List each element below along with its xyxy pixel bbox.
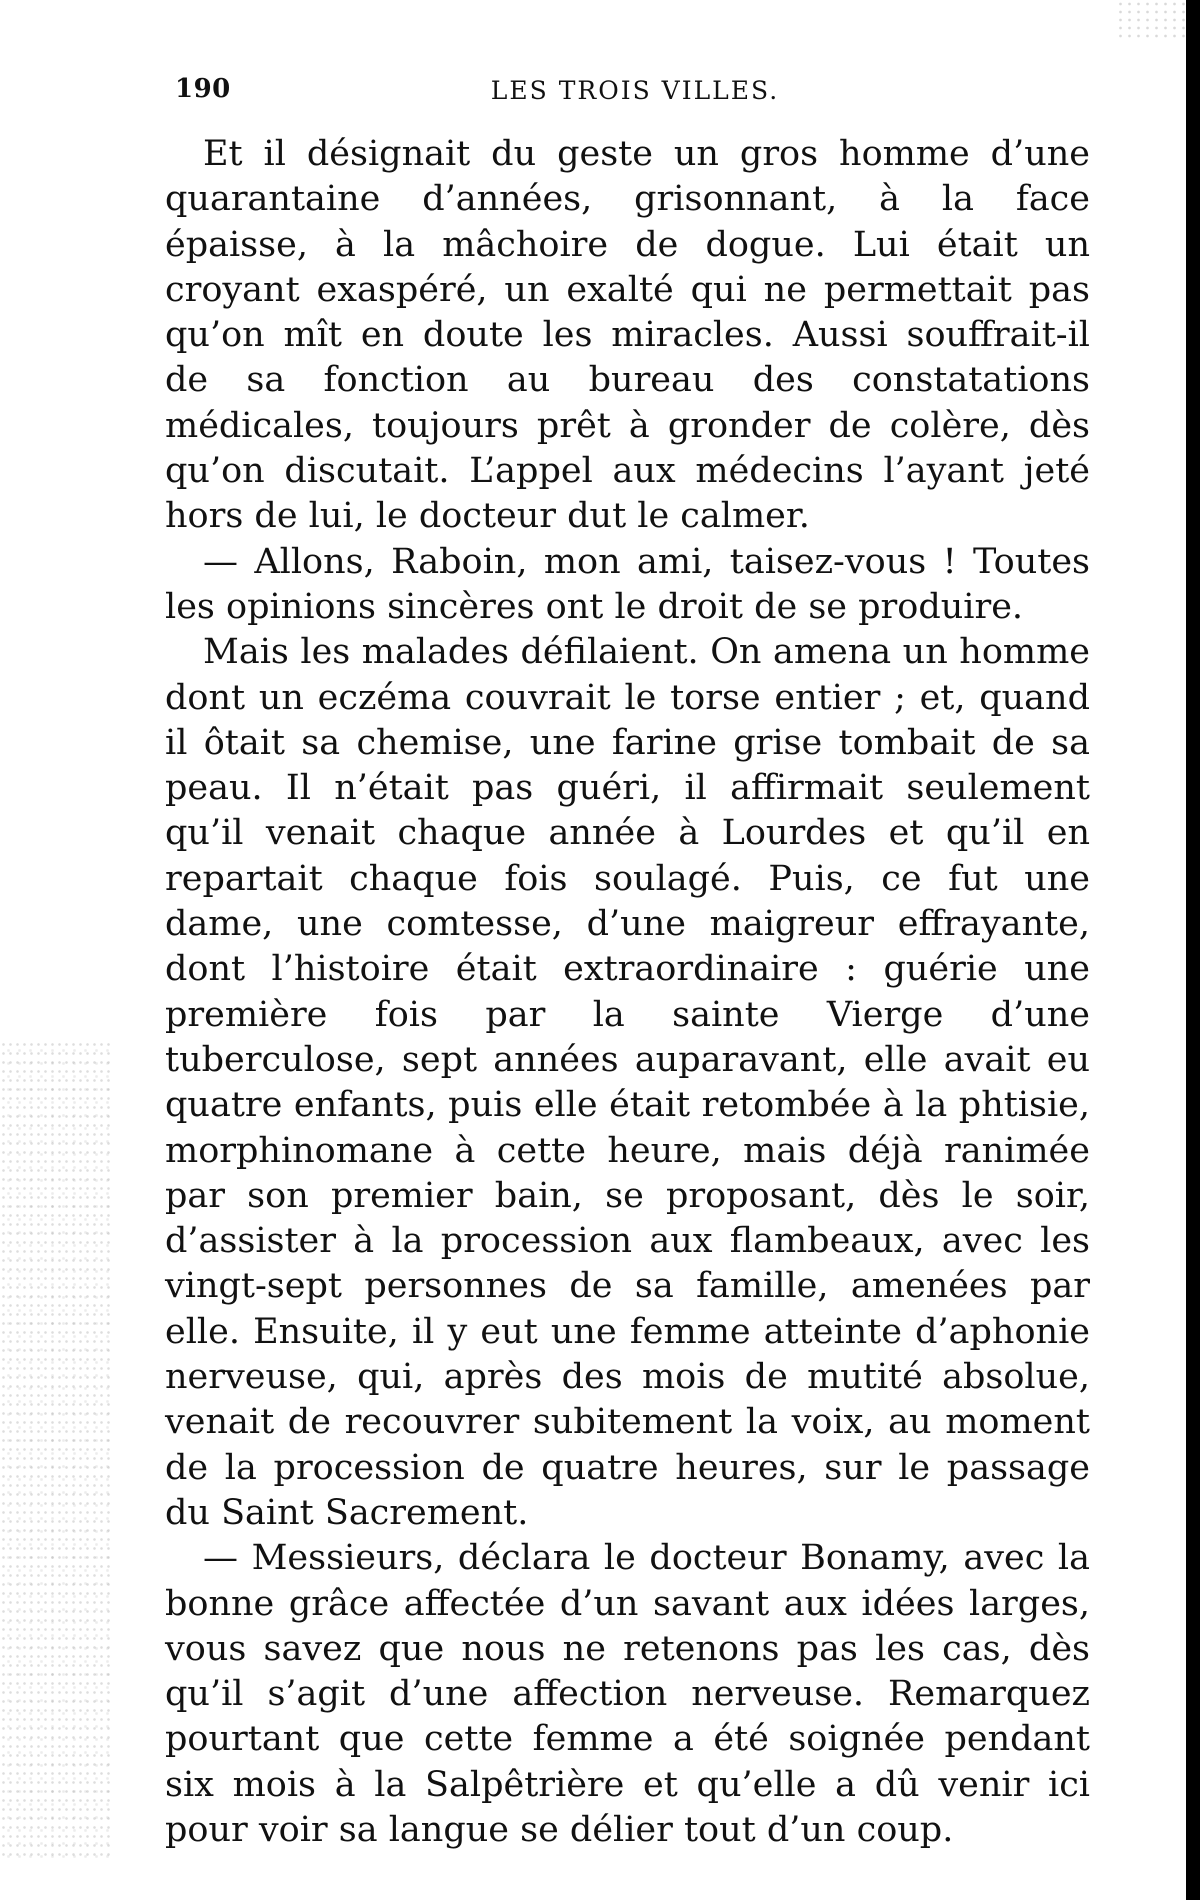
body-text (165, 132, 1090, 1853)
running-title: LES TROIS VILLES. (490, 76, 780, 105)
scan-noise (1116, 0, 1186, 40)
paragraph: Mais les malades défilaient. On amena un homme dont un eczéma couvrait le torse entier ; et, quand il ôtait sa chemise, une farine grise tombait de sa peau. Il n’était pas guéri, il affirmait seulement qu’il venait chaque année à Lourdes et qu’il en repartait chaque fois soulagé. Puis, ce fut une dame, une comtesse, d’une maigreur effrayante, dont l’histoire était extraordinaire : guérie une première fois par la sainte Vierge d’une tuberculose, sept années auparavant, elle avait eu quatre enfants, puis elle était retombée à la phtisie, morphinomane à cette heure, mais déjà ranimée par son premier bain, se proposant, dès le soir, d’assister à la procession aux flambeaux, avec les vingt-sept personnes de sa famille, amenées par elle. Ensuite, il y eut une femme atteinte d’aphonie nerveuse, qui, après des mois de mutité absolue, venait de recouvrer subitement la voix, au moment de la procession de quatre heures, sur le passage du Saint Sacrement. (165, 632, 1090, 1533)
paragraph: — Allons, Raboin, mon ami, taisez-vous ! Toutes les opinions sincères ont le droit de se produire. (165, 541, 1090, 627)
paragraph: — Messieurs, déclara le docteur Bonamy, avec la bonne grâce affectée d’un savant aux idées larges, vous savez que nous ne retenons pas les cas, dès qu’il s’agit d’une affection nerveuse. Remarquez pourtant que cette femme a été soignée pendant six mois à la Salpêtrière et qu’elle a dû venir ici pour voir sa langue se délier tout d’un coup. (165, 1538, 1090, 1850)
scan-noise (0, 1040, 110, 1860)
page-header (175, 74, 1095, 114)
page-number: 190 (175, 74, 231, 104)
paragraph: Et il désignait du geste un gros homme d’une quarantaine d’années, grisonnant, à la face épaisse, à la mâchoire de dogue. Lui était un croyant exaspéré, un exalté qui ne permettait pas qu’on mît en doute les miracles. Aussi souffrait-il de sa fonction au bureau des constatations médicales, toujours prêt à gronder de colère, dès qu’on discutait. L’appel aux médecins l’ayant jeté hors de lui, le docteur dut le calmer. (165, 134, 1090, 537)
scan-edge-border (1186, 0, 1200, 1900)
